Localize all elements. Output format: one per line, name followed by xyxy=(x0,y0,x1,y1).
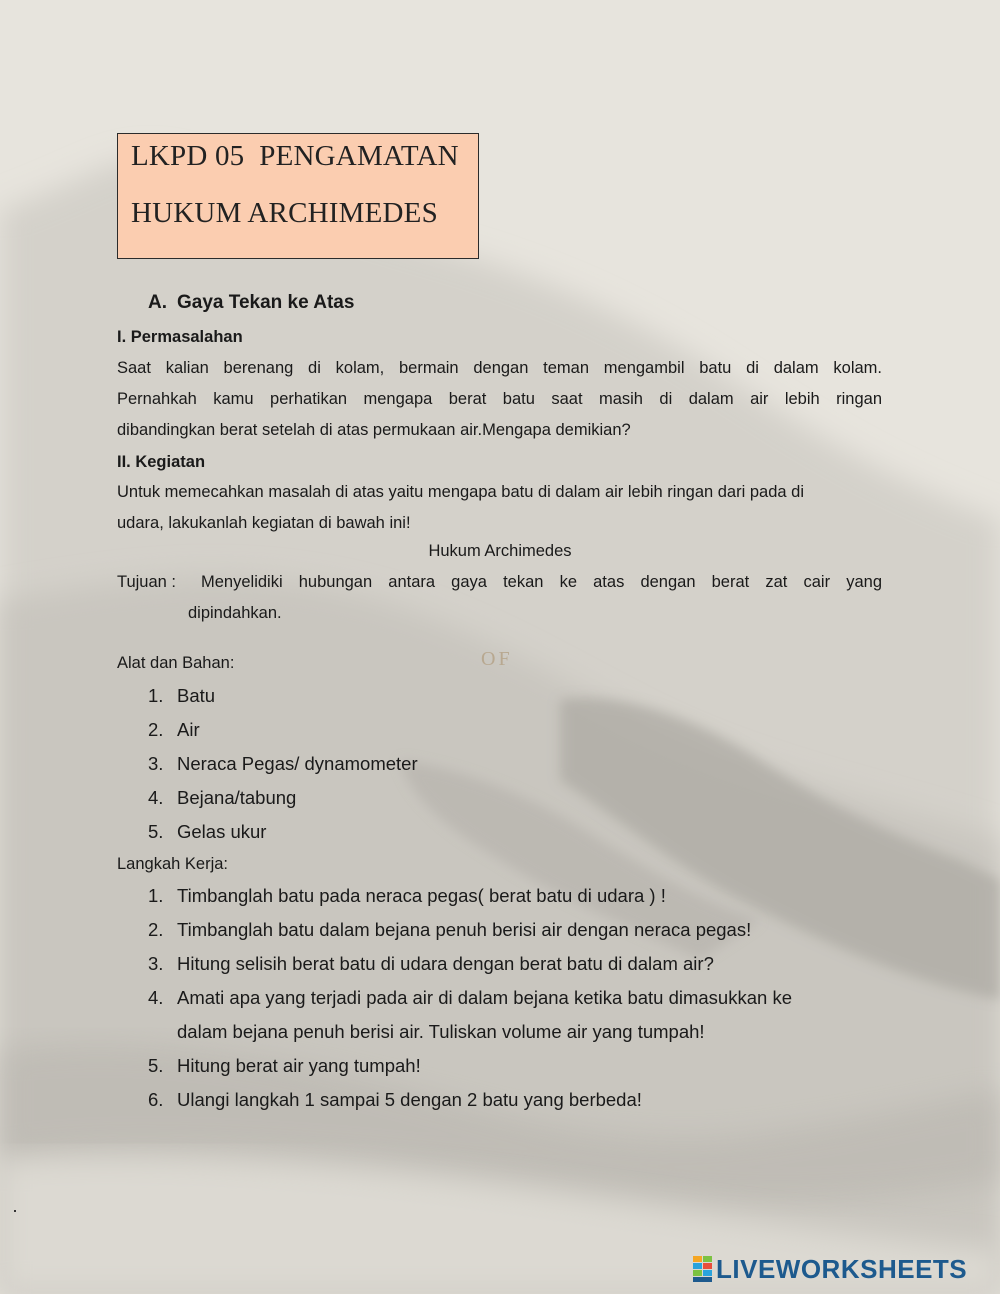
tujuan-line-1: Menyelidiki hubungan antara gaya tekan ke atas dengan berat zat cair yang xyxy=(201,573,882,591)
tujuan-line-2: dipindahkan. xyxy=(188,604,282,622)
tujuan-label: Tujuan : xyxy=(117,573,177,591)
alat-bahan-label: Alat dan Bahan: xyxy=(117,654,235,672)
list-item: 5. Hitung berat air yang tumpah! xyxy=(148,1055,421,1076)
kegiatan-line-1: Untuk memecahkan masalah di atas yaitu mengapa batu di dalam air lebih ringan dari pada di xyxy=(117,483,804,501)
permasalahan-heading: I. Permasalahan xyxy=(117,328,243,346)
permasalahan-line-3: dibandingkan berat setelah di atas permukaan air.Mengapa demikian? xyxy=(117,421,631,439)
list-item: 1. Timbanglah batu pada neraca pegas( berat batu di udara ) ! xyxy=(148,885,666,906)
title-box xyxy=(117,133,479,259)
kegiatan-line-2: udara, lakukanlah kegiatan di bawah ini! xyxy=(117,514,411,532)
stray-dot xyxy=(14,1210,16,1212)
section-a-label: Gaya Tekan ke Atas xyxy=(177,292,355,313)
list-item-continuation: dalam bejana penuh berisi air. Tuliskan volume air yang tumpah! xyxy=(177,1021,705,1042)
alat-bahan-list xyxy=(148,679,418,849)
permasalahan-line-2: Pernahkah kamu perhatikan mengapa berat batu saat masih di dalam air lebih ringan xyxy=(117,390,882,408)
permasalahan-line-1: Saat kalian berenang di kolam, bermain dengan teman mengambil batu di dalam kolam. xyxy=(117,359,882,377)
section-a-heading xyxy=(148,292,354,314)
title-line-1: LKPD 05 PENGAMATAN xyxy=(131,140,459,172)
activity-title: Hukum Archimedes xyxy=(428,542,572,560)
liveworksheets-logo-icon xyxy=(693,1256,713,1282)
kegiatan-heading: II. Kegiatan xyxy=(117,453,206,471)
list-item: 4. Amati apa yang terjadi pada air di dalam bejana ketika batu dimasukkan ke xyxy=(148,987,792,1008)
list-item: 3. Neraca Pegas/ dynamometer xyxy=(148,753,418,774)
langkah-kerja-list xyxy=(148,879,792,1117)
list-item: 2. Air xyxy=(148,719,200,740)
section-a-number: A. xyxy=(148,292,167,313)
liveworksheets-text: LIVEWORKSHEETS xyxy=(716,1254,968,1284)
list-item: 1. Batu xyxy=(148,685,216,706)
list-item: 6. Ulangi langkah 1 sampai 5 dengan 2 batu yang berbeda! xyxy=(148,1089,642,1110)
liveworksheets-brand xyxy=(693,1255,967,1283)
title-line-2: HUKUM ARCHIMEDES xyxy=(131,197,438,229)
list-item: 2. Timbanglah batu dalam bejana penuh berisi air dengan neraca pegas! xyxy=(148,919,752,940)
watermark-of: OF xyxy=(481,648,513,670)
list-item: 3. Hitung selisih berat batu di udara dengan berat batu di dalam air? xyxy=(148,953,714,974)
list-item: 5. Gelas ukur xyxy=(148,821,267,842)
langkah-kerja-label: Langkah Kerja: xyxy=(117,855,228,873)
list-item: 4. Bejana/tabung xyxy=(148,787,297,808)
